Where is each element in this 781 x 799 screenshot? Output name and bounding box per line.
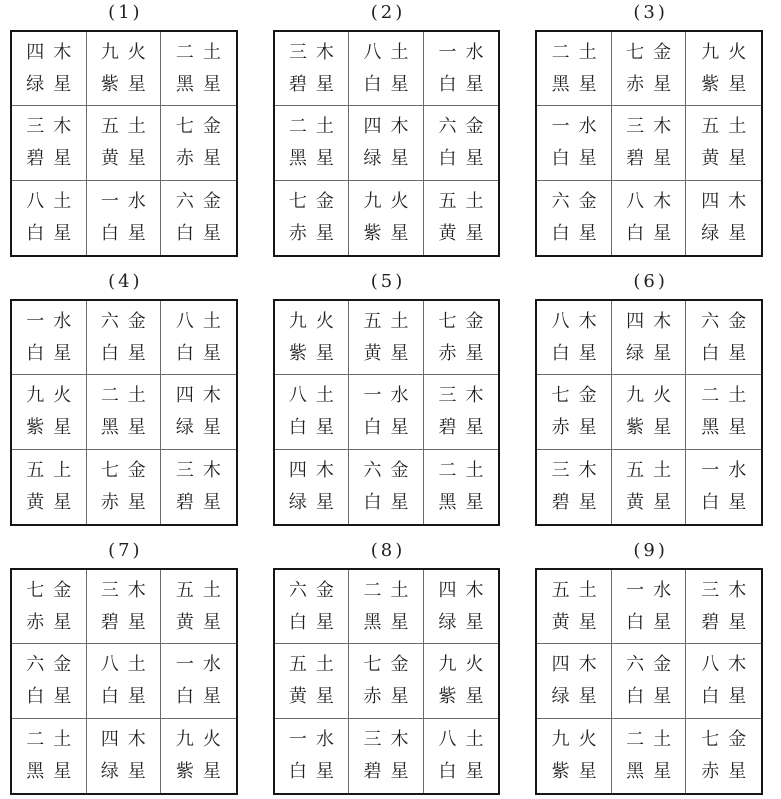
cell-text-line: 五土	[701, 115, 756, 137]
grid-8-cell-r3c3	[424, 719, 499, 793]
cell-text-line: 九火	[701, 41, 756, 63]
cell-text-line: 赤星	[363, 685, 418, 707]
grid-label-2: (2)	[370, 2, 406, 23]
cell-text-line: 白星	[26, 222, 81, 244]
cell-text-line: 紫星	[288, 342, 343, 364]
grid-8-cell-r2c3	[424, 644, 499, 718]
grid-label-7: (7)	[108, 540, 143, 561]
cell-text-line: 七金	[551, 384, 606, 406]
cell-text-line: 白星	[175, 685, 230, 707]
cell-text-line: 三木	[438, 384, 493, 406]
cell-text-line: 八木	[551, 310, 606, 332]
cell-text-line: 黑星	[701, 416, 756, 438]
cell-text-line: 七金	[26, 579, 81, 601]
grid-4-cell-r2c1	[12, 375, 87, 449]
cell-text-line: 黑星	[288, 147, 343, 169]
cell-text-line: 四木	[26, 41, 81, 63]
cell-text-line: 赤星	[26, 611, 81, 633]
grid-4-cell-r3c3	[161, 450, 236, 524]
cell-text-line: 绿星	[626, 342, 681, 364]
grid-4-cell-r3c2	[87, 450, 162, 524]
cell-text-line: 白星	[438, 760, 493, 782]
grid-7-cell-r1c1	[12, 570, 87, 644]
cell-text-line: 碧星	[175, 491, 230, 513]
nine-star-grid-4	[10, 299, 238, 526]
cell-text-line: 五上	[26, 459, 81, 481]
cell-text-line: 碧星	[26, 147, 81, 169]
cell-text-line: 绿星	[175, 416, 230, 438]
cell-text-line: 白星	[26, 685, 81, 707]
grid-4-cell-r3c1	[12, 450, 87, 524]
grid-4-cell-r1c2	[87, 301, 162, 375]
grid-7-cell-r1c3	[161, 570, 236, 644]
grid-5-cell-r1c3	[424, 301, 499, 375]
cell-text-line: 八土	[26, 190, 81, 212]
grid-6-cell-r1c2	[612, 301, 687, 375]
cell-text-line: 白星	[363, 491, 418, 513]
grid-6-cell-r2c2	[612, 375, 687, 449]
grid-label-1: (1)	[108, 2, 143, 23]
cell-text-line: 一水	[551, 115, 606, 137]
cell-text-line: 三木	[288, 41, 343, 63]
grid-1-cell-r3c2	[87, 181, 162, 255]
cell-text-line: 黄星	[175, 611, 230, 633]
cell-text-line: 四木	[100, 728, 155, 750]
grid-block-1	[10, 2, 238, 257]
cell-text-line: 八木	[701, 653, 756, 675]
cell-text-line: 黄星	[26, 491, 81, 513]
cell-text-line: 赤星	[626, 73, 681, 95]
grid-2-cell-r1c3	[424, 32, 499, 106]
grid-3-cell-r3c1	[537, 181, 612, 255]
grid-8-cell-r2c2	[349, 644, 424, 718]
cell-text-line: 三木	[363, 728, 418, 750]
cell-text-line: 九火	[288, 310, 343, 332]
grid-5-cell-r2c1	[275, 375, 350, 449]
cell-text-line: 三木	[100, 579, 155, 601]
cell-text-line: 白星	[438, 73, 493, 95]
cell-text-line: 绿星	[438, 611, 493, 633]
nine-star-grid-8	[273, 568, 501, 795]
cell-text-line: 六金	[438, 115, 493, 137]
cell-text-line: 六金	[551, 190, 606, 212]
grid-7-cell-r3c2	[87, 719, 162, 793]
cell-text-line: 二土	[100, 384, 155, 406]
grid-9-cell-r3c3	[686, 719, 761, 793]
cell-text-line: 七金	[175, 115, 230, 137]
cell-text-line: 赤星	[100, 491, 155, 513]
cell-text-line: 六金	[363, 459, 418, 481]
nine-star-grid-3	[535, 30, 763, 257]
cell-text-line: 一水	[175, 653, 230, 675]
cell-text-line: 紫星	[551, 760, 606, 782]
cell-text-line: 紫星	[26, 416, 81, 438]
cell-text-line: 六金	[288, 579, 343, 601]
cell-text-line: 八木	[626, 190, 681, 212]
nine-star-grid-1	[10, 30, 238, 257]
cell-text-line: 九火	[175, 728, 230, 750]
grids-area	[10, 2, 763, 795]
cell-text-line: 七金	[438, 310, 493, 332]
cell-text-line: 二土	[363, 579, 418, 601]
cell-text-line: 白星	[701, 491, 756, 513]
cell-text-line: 四木	[363, 115, 418, 137]
cell-text-line: 黑星	[100, 416, 155, 438]
cell-text-line: 白星	[175, 342, 230, 364]
grid-1-cell-r1c3	[161, 32, 236, 106]
cell-text-line: 白星	[288, 416, 343, 438]
grid-8-cell-r3c1	[275, 719, 350, 793]
grid-3-cell-r1c3	[686, 32, 761, 106]
grid-6-cell-r3c3	[686, 450, 761, 524]
cell-text-line: 紫星	[438, 685, 493, 707]
cell-text-line: 碧星	[626, 147, 681, 169]
cell-text-line: 七金	[100, 459, 155, 481]
cell-text-line: 九火	[626, 384, 681, 406]
grid-label-8: (8)	[370, 540, 406, 561]
grid-5-cell-r2c2	[349, 375, 424, 449]
grid-1-cell-r3c3	[161, 181, 236, 255]
cell-text-line: 黄星	[288, 685, 343, 707]
cell-text-line: 绿星	[701, 222, 756, 244]
grid-4-cell-r1c1	[12, 301, 87, 375]
cell-text-line: 黄星	[701, 147, 756, 169]
grid-8-cell-r3c2	[349, 719, 424, 793]
grid-1-cell-r2c1	[12, 106, 87, 180]
cell-text-line: 碧星	[438, 416, 493, 438]
grid-block-4	[10, 271, 238, 526]
cell-text-line: 八土	[363, 41, 418, 63]
cell-text-line: 七金	[288, 190, 343, 212]
cell-text-line: 白星	[551, 147, 606, 169]
nine-star-grid-7	[10, 568, 238, 795]
grid-4-cell-r2c2	[87, 375, 162, 449]
grid-2-cell-r3c1	[275, 181, 350, 255]
cell-text-line: 五土	[363, 310, 418, 332]
cell-text-line: 九火	[438, 653, 493, 675]
cell-text-line: 一水	[438, 41, 493, 63]
cell-text-line: 碧星	[551, 491, 606, 513]
cell-text-line: 七金	[701, 728, 756, 750]
grid-block-8	[273, 540, 501, 795]
grid-block-9	[535, 540, 763, 795]
cell-text-line: 一水	[100, 190, 155, 212]
grid-3-cell-r2c2	[612, 106, 687, 180]
cell-text-line: 五土	[100, 115, 155, 137]
cell-text-line: 白星	[626, 685, 681, 707]
cell-text-line: 碧星	[288, 73, 343, 95]
cell-text-line: 白星	[438, 147, 493, 169]
grid-block-6	[535, 271, 763, 526]
cell-text-line: 五土	[438, 190, 493, 212]
cell-text-line: 白星	[363, 73, 418, 95]
cell-text-line: 黑星	[363, 611, 418, 633]
grid-8-cell-r1c2	[349, 570, 424, 644]
cell-text-line: 绿星	[288, 491, 343, 513]
grid-3-cell-r3c3	[686, 181, 761, 255]
cell-text-line: 黄星	[551, 611, 606, 633]
grid-2-cell-r3c2	[349, 181, 424, 255]
cell-text-line: 白星	[100, 685, 155, 707]
cell-text-line: 二土	[701, 384, 756, 406]
cell-text-line: 一水	[626, 579, 681, 601]
grid-7-cell-r3c3	[161, 719, 236, 793]
cell-text-line: 白星	[175, 222, 230, 244]
cell-text-line: 四木	[626, 310, 681, 332]
grid-7-cell-r1c2	[87, 570, 162, 644]
cell-text-line: 二土	[438, 459, 493, 481]
grid-7-cell-r2c1	[12, 644, 87, 718]
grid-9-cell-r2c3	[686, 644, 761, 718]
cell-text-line: 赤星	[175, 147, 230, 169]
cell-text-line: 白星	[100, 342, 155, 364]
cell-text-line: 二土	[175, 41, 230, 63]
grid-5-cell-r3c2	[349, 450, 424, 524]
cell-text-line: 碧星	[100, 611, 155, 633]
grid-3-cell-r2c1	[537, 106, 612, 180]
cell-text-line: 白星	[288, 760, 343, 782]
grid-6-cell-r3c1	[537, 450, 612, 524]
grid-5-cell-r3c1	[275, 450, 350, 524]
grid-4-cell-r1c3	[161, 301, 236, 375]
grid-2-cell-r1c1	[275, 32, 350, 106]
cell-text-line: 白星	[100, 222, 155, 244]
grid-6-cell-r1c3	[686, 301, 761, 375]
cell-text-line: 五土	[288, 653, 343, 675]
cell-text-line: 赤星	[438, 342, 493, 364]
cell-text-line: 黑星	[626, 760, 681, 782]
nine-star-grid-2	[273, 30, 501, 257]
cell-text-line: 四木	[701, 190, 756, 212]
cell-text-line: 白星	[626, 222, 681, 244]
cell-text-line: 绿星	[363, 147, 418, 169]
cell-text-line: 九火	[100, 41, 155, 63]
cell-text-line: 黄星	[626, 491, 681, 513]
grid-1-cell-r1c2	[87, 32, 162, 106]
grid-1-cell-r2c2	[87, 106, 162, 180]
cell-text-line: 黄星	[438, 222, 493, 244]
cell-text-line: 一水	[26, 310, 81, 332]
cell-text-line: 三木	[701, 579, 756, 601]
cell-text-line: 白星	[363, 416, 418, 438]
grid-7-cell-r3c1	[12, 719, 87, 793]
cell-text-line: 五土	[626, 459, 681, 481]
grid-3-cell-r3c2	[612, 181, 687, 255]
cell-text-line: 七金	[626, 41, 681, 63]
grid-label-9: (9)	[633, 540, 668, 561]
grid-2-cell-r2c3	[424, 106, 499, 180]
cell-text-line: 白星	[551, 222, 606, 244]
grid-9-cell-r2c1	[537, 644, 612, 718]
cell-text-line: 六金	[100, 310, 155, 332]
cell-text-line: 八土	[438, 728, 493, 750]
cell-text-line: 三木	[626, 115, 681, 137]
nine-star-grid-5	[273, 299, 501, 526]
cell-text-line: 八土	[288, 384, 343, 406]
grid-2-cell-r1c2	[349, 32, 424, 106]
cell-text-line: 六金	[26, 653, 81, 675]
cell-text-line: 六金	[626, 653, 681, 675]
nine-star-grid-9	[535, 568, 763, 795]
grid-1-cell-r3c1	[12, 181, 87, 255]
cell-text-line: 白星	[551, 342, 606, 364]
grid-9-cell-r1c2	[612, 570, 687, 644]
cell-text-line: 九火	[551, 728, 606, 750]
cell-text-line: 赤星	[288, 222, 343, 244]
grid-5-cell-r1c2	[349, 301, 424, 375]
cell-text-line: 一水	[363, 384, 418, 406]
nine-star-grid-6	[535, 299, 763, 526]
grid-9-cell-r1c3	[686, 570, 761, 644]
cell-text-line: 紫星	[100, 73, 155, 95]
cell-text-line: 白星	[26, 342, 81, 364]
cell-text-line: 黄星	[100, 147, 155, 169]
grid-5-cell-r3c3	[424, 450, 499, 524]
cell-text-line: 紫星	[701, 73, 756, 95]
cell-text-line: 八土	[175, 310, 230, 332]
grid-9-cell-r3c1	[537, 719, 612, 793]
grid-5-cell-r1c1	[275, 301, 350, 375]
cell-text-line: 六金	[175, 190, 230, 212]
grid-2-cell-r3c3	[424, 181, 499, 255]
grid-2-cell-r2c1	[275, 106, 350, 180]
grid-1-cell-r2c3	[161, 106, 236, 180]
cell-text-line: 二土	[288, 115, 343, 137]
cell-text-line: 紫星	[363, 222, 418, 244]
cell-text-line: 四木	[288, 459, 343, 481]
cell-text-line: 赤星	[551, 416, 606, 438]
cell-text-line: 七金	[363, 653, 418, 675]
grid-6-cell-r2c1	[537, 375, 612, 449]
grid-3-cell-r1c2	[612, 32, 687, 106]
grid-6-cell-r1c1	[537, 301, 612, 375]
grid-block-7	[10, 540, 238, 795]
cell-text-line: 黑星	[438, 491, 493, 513]
cell-text-line: 赤星	[701, 760, 756, 782]
cell-text-line: 五土	[175, 579, 230, 601]
grid-4-cell-r2c3	[161, 375, 236, 449]
cell-text-line: 白星	[626, 611, 681, 633]
grid-7-cell-r2c2	[87, 644, 162, 718]
cell-text-line: 绿星	[26, 73, 81, 95]
grid-8-cell-r1c3	[424, 570, 499, 644]
grid-label-4: (4)	[108, 271, 143, 292]
grid-9-cell-r1c1	[537, 570, 612, 644]
cell-text-line: 二土	[626, 728, 681, 750]
grid-9-cell-r2c2	[612, 644, 687, 718]
grid-block-2	[273, 2, 501, 257]
cell-text-line: 碧星	[363, 760, 418, 782]
grid-6-cell-r3c2	[612, 450, 687, 524]
grid-label-6: (6)	[633, 271, 668, 292]
cell-text-line: 白星	[288, 611, 343, 633]
cell-text-line: 八土	[100, 653, 155, 675]
cell-text-line: 黑星	[175, 73, 230, 95]
cell-text-line: 紫星	[626, 416, 681, 438]
cell-text-line: 五土	[551, 579, 606, 601]
grid-label-5: (5)	[370, 271, 406, 292]
cell-text-line: 黑星	[551, 73, 606, 95]
grid-block-3	[535, 2, 763, 257]
grid-1-cell-r1c1	[12, 32, 87, 106]
cell-text-line: 九火	[26, 384, 81, 406]
cell-text-line: 一水	[288, 728, 343, 750]
cell-text-line: 四木	[438, 579, 493, 601]
grid-7-cell-r2c3	[161, 644, 236, 718]
cell-text-line: 一水	[701, 459, 756, 481]
grid-2-cell-r2c2	[349, 106, 424, 180]
cell-text-line: 九火	[363, 190, 418, 212]
cell-text-line: 二土	[26, 728, 81, 750]
cell-text-line: 绿星	[100, 760, 155, 782]
cell-text-line: 四木	[175, 384, 230, 406]
grid-label-3: (3)	[633, 2, 668, 23]
cell-text-line: 白星	[701, 342, 756, 364]
grid-9-cell-r3c2	[612, 719, 687, 793]
cell-text-line: 三木	[551, 459, 606, 481]
cell-text-line: 绿星	[551, 685, 606, 707]
grid-5-cell-r2c3	[424, 375, 499, 449]
cell-text-line: 白星	[701, 685, 756, 707]
grid-8-cell-r2c1	[275, 644, 350, 718]
grid-3-cell-r2c3	[686, 106, 761, 180]
cell-text-line: 四木	[551, 653, 606, 675]
grid-6-cell-r2c3	[686, 375, 761, 449]
cell-text-line: 三木	[26, 115, 81, 137]
cell-text-line: 黑星	[26, 760, 81, 782]
grid-8-cell-r1c1	[275, 570, 350, 644]
cell-text-line: 六金	[701, 310, 756, 332]
grid-block-5	[273, 271, 501, 526]
cell-text-line: 三木	[175, 459, 230, 481]
cell-text-line: 紫星	[175, 760, 230, 782]
grid-3-cell-r1c1	[537, 32, 612, 106]
cell-text-line: 二土	[551, 41, 606, 63]
cell-text-line: 黄星	[363, 342, 418, 364]
cell-text-line: 碧星	[701, 611, 756, 633]
